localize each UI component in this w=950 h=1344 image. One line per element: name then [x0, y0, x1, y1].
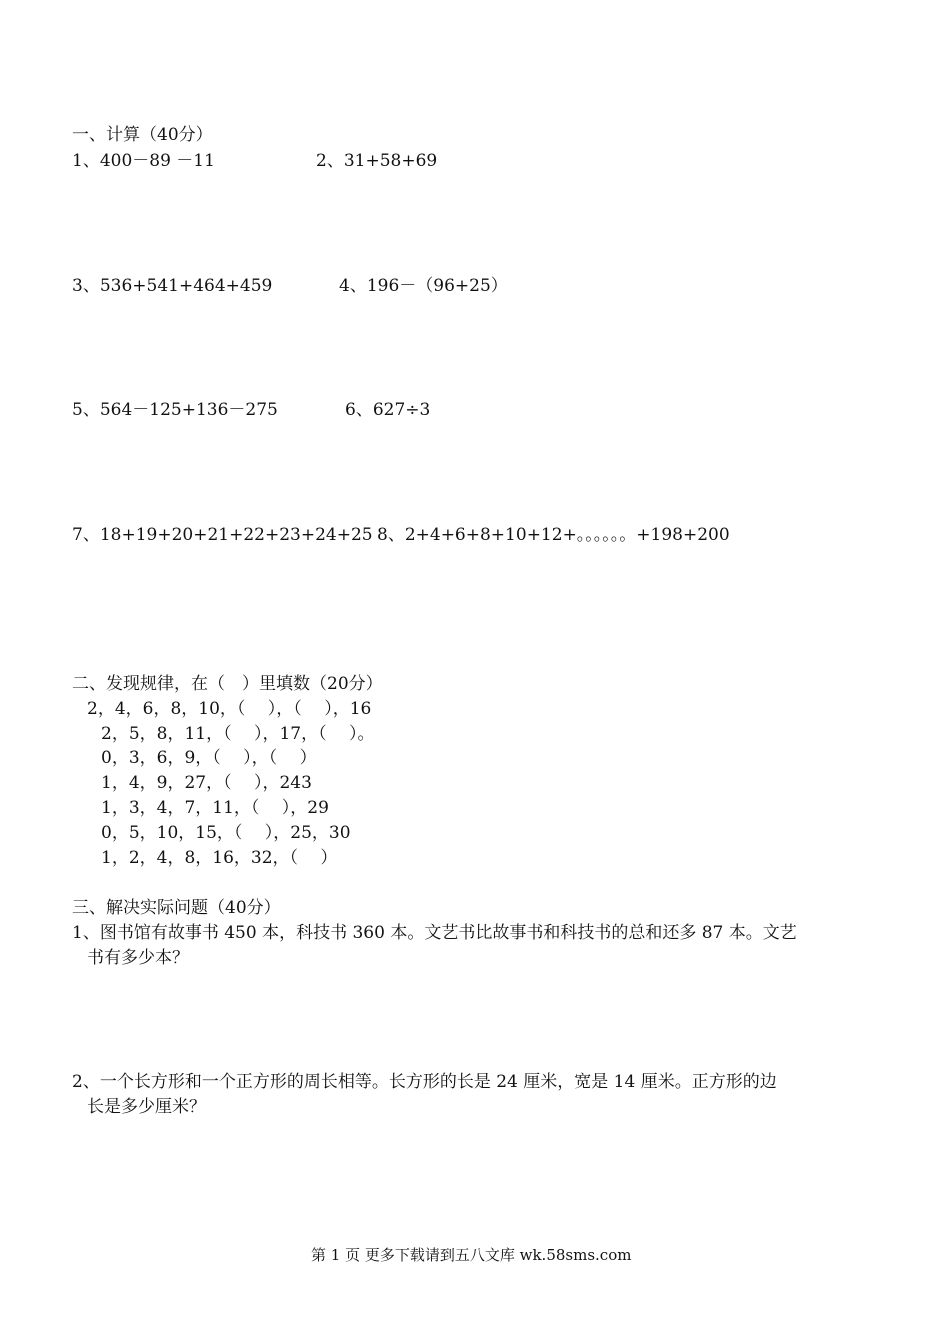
sequence-6: 0，5，10，15，（ ），25，30	[101, 823, 351, 843]
section-1-heading: 一、计算（40分）	[72, 125, 213, 145]
word-problem-1-line-1: 1、图书馆有故事书 450 本，科技书 360 本。文艺书比故事书和科技书的总和还多 87 本。文艺	[72, 923, 797, 943]
problem-7: 7、18+19+20+21+22+23+24+25	[72, 525, 373, 545]
section-3-heading: 三、解决实际问题（40分）	[72, 898, 281, 918]
page-footer: 第 1 页 更多下载请到五八文库 wk.58sms.com	[311, 1246, 632, 1264]
word-problem-1-line-2: 书有多少本？	[87, 948, 189, 968]
sequence-5: 1，3，4，7，11，（ ），29	[101, 798, 329, 818]
sequence-1: 2，4，6，8，10，（ ），（ ），16	[87, 699, 372, 719]
problem-4: 4、196－（96+25）	[339, 276, 508, 296]
sequence-4: 1，4，9，27，（ ），243	[101, 773, 312, 793]
problem-8: 8、2+4+6+8+10+12+。。。。。。+198+200	[377, 525, 730, 545]
section-2-heading: 二、发现规律，在（ ）里填数（20分）	[72, 674, 383, 694]
problem-3: 3、536+541+464+459	[72, 276, 273, 296]
problem-1: 1、400－89 －11	[72, 151, 215, 171]
sequence-2: 2，5，8，11，（ ），17，（ ）。	[101, 724, 375, 744]
sequence-3: 0，3，6，9，（ ），（ ）	[101, 748, 317, 768]
word-problem-2-line-1: 2、一个长方形和一个正方形的周长相等。长方形的长是 24 厘米，宽是 14 厘米。正方形的边	[72, 1072, 777, 1092]
problem-6: 6、627÷3	[345, 400, 431, 420]
sequence-7: 1，2，4，8，16，32，（ ）	[101, 848, 338, 868]
problem-5: 5、564－125+136－275	[72, 400, 278, 420]
problem-2: 2、31+58+69	[316, 151, 438, 171]
word-problem-2-line-2: 长是多少厘米？	[87, 1097, 206, 1117]
